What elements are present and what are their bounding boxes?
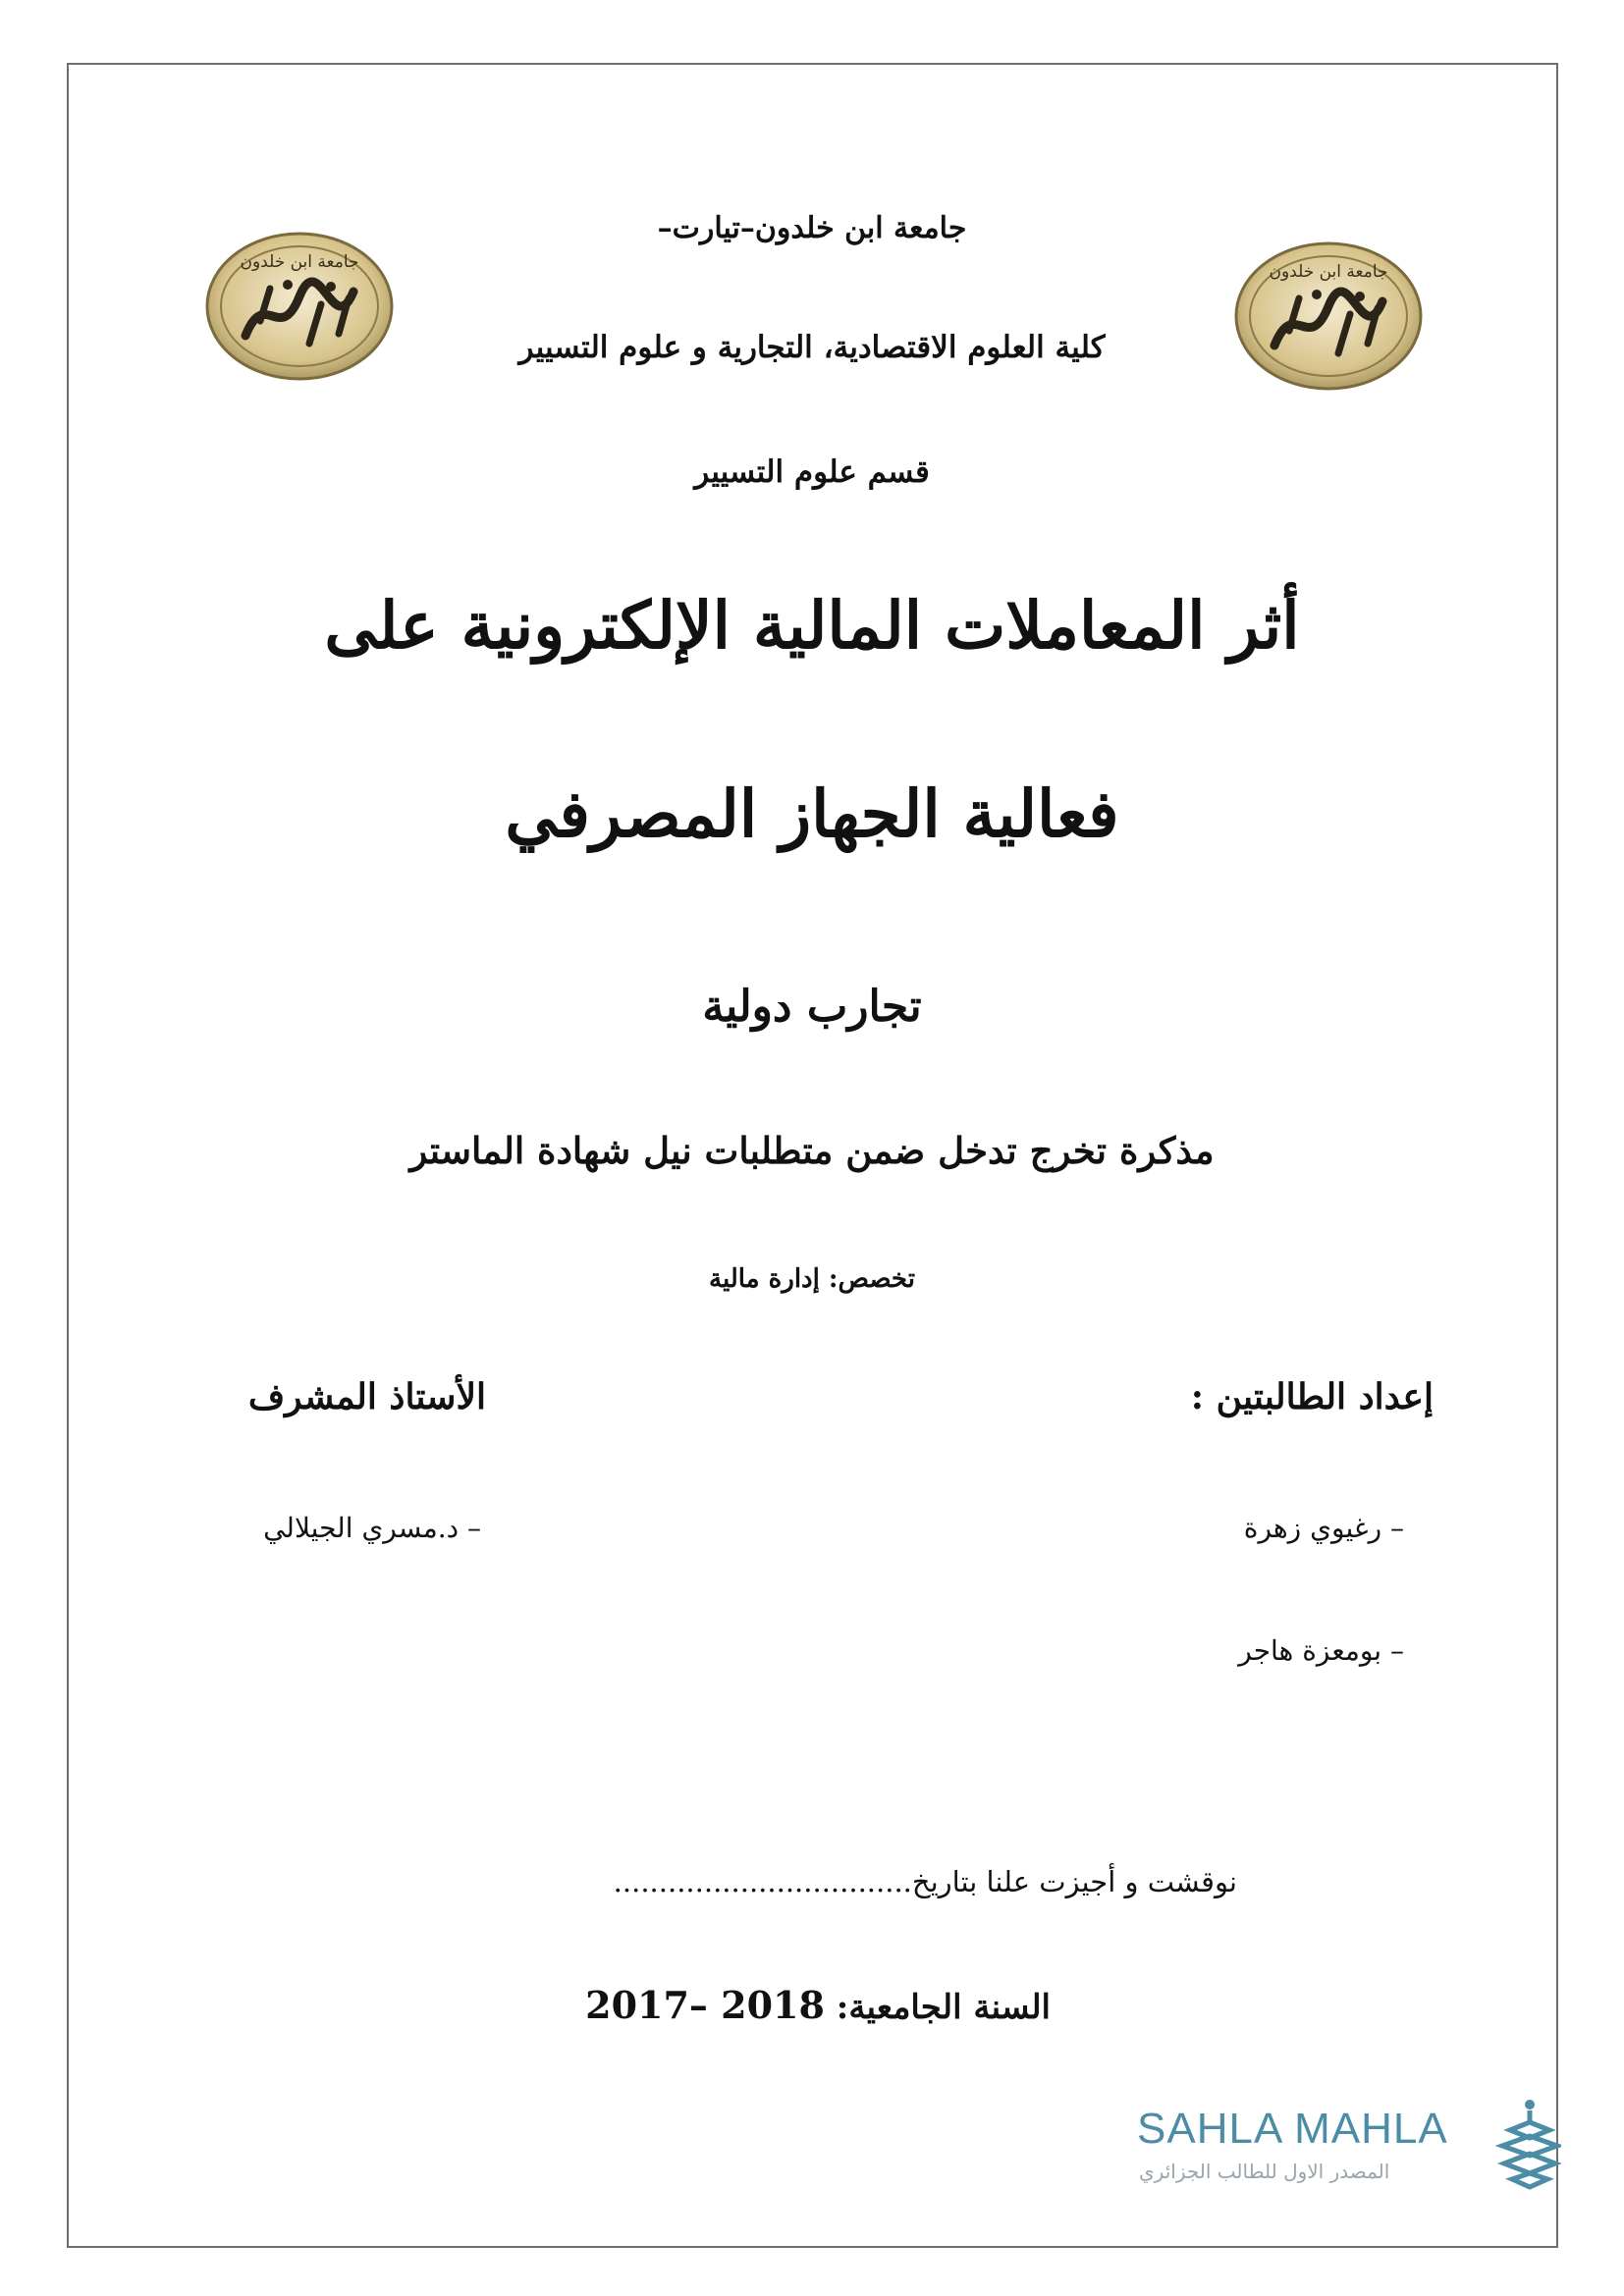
students-heading: إعداد الطالبتين : (1190, 1376, 1434, 1417)
department-name: قسم علوم التسيير (694, 454, 930, 490)
student-name-1: – رغيوي زهرة (1243, 1512, 1404, 1544)
academic-year-label: السنة الجامعية: (836, 1988, 1051, 2027)
supervisor-heading: الأستاذ المشرف (247, 1376, 486, 1417)
watermark-tagline: المصدر الاول للطالب الجزائري (1139, 2160, 1390, 2183)
university-seal-right (1230, 238, 1427, 395)
watermark-brand: SAHLA MAHLA (1137, 2105, 1448, 2153)
seal-right-text: جامعة ابن خلدون (1269, 262, 1388, 282)
thesis-title-line-1: أثر المعاملات المالية الإلكترونية على (324, 587, 1300, 664)
supervisor-name: – د.مسري الجيلالي (263, 1512, 481, 1544)
student-name-2: – بومعزة هاجر (1238, 1634, 1404, 1667)
defense-date-line: نوقشت و أجيزت علنا بتاريخ................................. (613, 1865, 1237, 1898)
sahla-mahla-logo-icon (1490, 2097, 1561, 2195)
faculty-name: كلية العلوم الاقتصادية، التجارية و علوم التسيير (518, 330, 1106, 365)
sahla-mahla-watermark (1129, 2097, 1561, 2195)
thesis-title-line-2: فعالية الجهاز المصرفي (505, 775, 1119, 852)
academic-year-value: 2017– 2018 (585, 1983, 825, 2027)
university-name: جامعة ابن خلدون–تيارت– (657, 211, 967, 245)
seal-left-text: جامعة ابن خلدون (240, 252, 359, 272)
thesis-subtitle: تجارب دولية (702, 982, 922, 1032)
memo-statement: مذكرة تخرج تدخل ضمن متطلبات نيل شهادة الماستر (409, 1129, 1215, 1172)
specialty: تخصص: إدارة مالية (709, 1264, 915, 1294)
academic-year (530, 1983, 1051, 2027)
